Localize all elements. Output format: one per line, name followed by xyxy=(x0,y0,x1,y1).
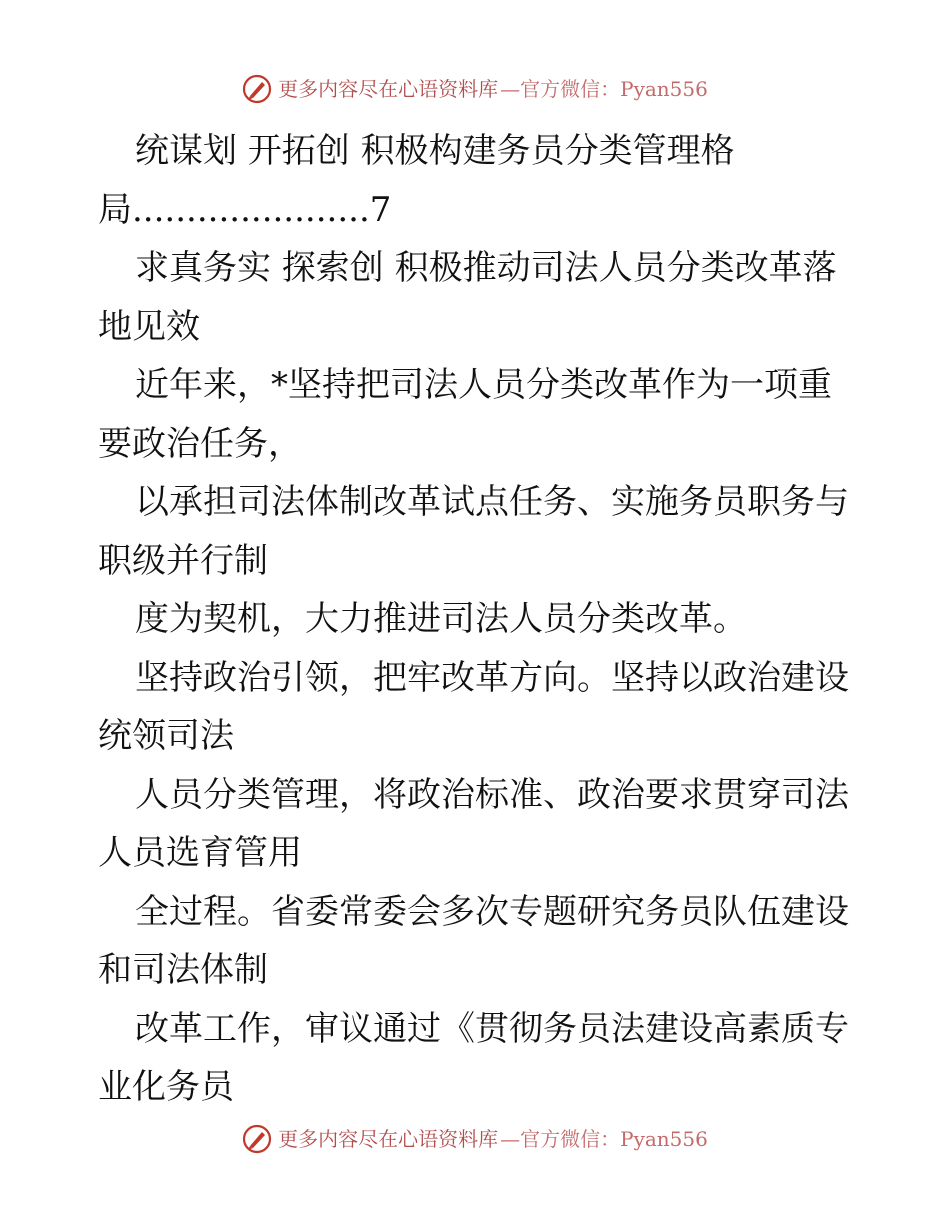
text-line: 和司法体制 xyxy=(98,950,268,990)
text-line: 职级并行制 xyxy=(98,540,268,581)
text-line: 度为契机，大力推进司法人员分类改革。 xyxy=(135,599,747,639)
text-line: 地见效 xyxy=(98,306,200,347)
text-line: 统领司法 xyxy=(98,716,234,756)
document-body xyxy=(98,122,858,1117)
text-line: 业化务员 xyxy=(98,1067,234,1107)
banner-contact-text: —官方微信：Pyan556 xyxy=(500,1127,708,1151)
banner-brand-text: 更多内容尽在心语资料库 xyxy=(278,77,499,101)
text-line: 全过程。省委常委会多次专题研究务员队伍建设 xyxy=(135,891,849,932)
text-line: 改革工作，审议通过《贯彻务员法建设高素质专 xyxy=(135,1008,849,1049)
text-line: 统谋划 开拓创 积极构建务员分类管理格 xyxy=(135,131,735,171)
pen-logo-icon xyxy=(242,1124,272,1154)
text-line: 坚持政治引领，把牢改革方向。坚持以政治建设 xyxy=(135,657,849,698)
header-watermark-banner xyxy=(0,74,950,104)
pen-logo-icon xyxy=(242,74,272,104)
text-line: 人员分类管理，将政治标准、政治要求贯穿司法 xyxy=(135,774,849,815)
text-line: 求真务实 探索创 积极推动司法人员分类改革落 xyxy=(135,248,837,288)
text-line: 近年来，*坚持把司法人员分类改革作为一项重 xyxy=(135,365,832,405)
text-line: 局......................7 xyxy=(98,189,392,230)
text-line: 人员选育管用 xyxy=(98,833,302,873)
footer-watermark-banner xyxy=(0,1124,950,1154)
text-line: 以承担司法体制改革试点任务、实施务员职务与 xyxy=(135,482,849,522)
banner-brand-text: 更多内容尽在心语资料库 xyxy=(278,1127,499,1151)
banner-contact-text: —官方微信：Pyan556 xyxy=(500,77,708,101)
text-line: 要政治任务， xyxy=(98,423,302,464)
